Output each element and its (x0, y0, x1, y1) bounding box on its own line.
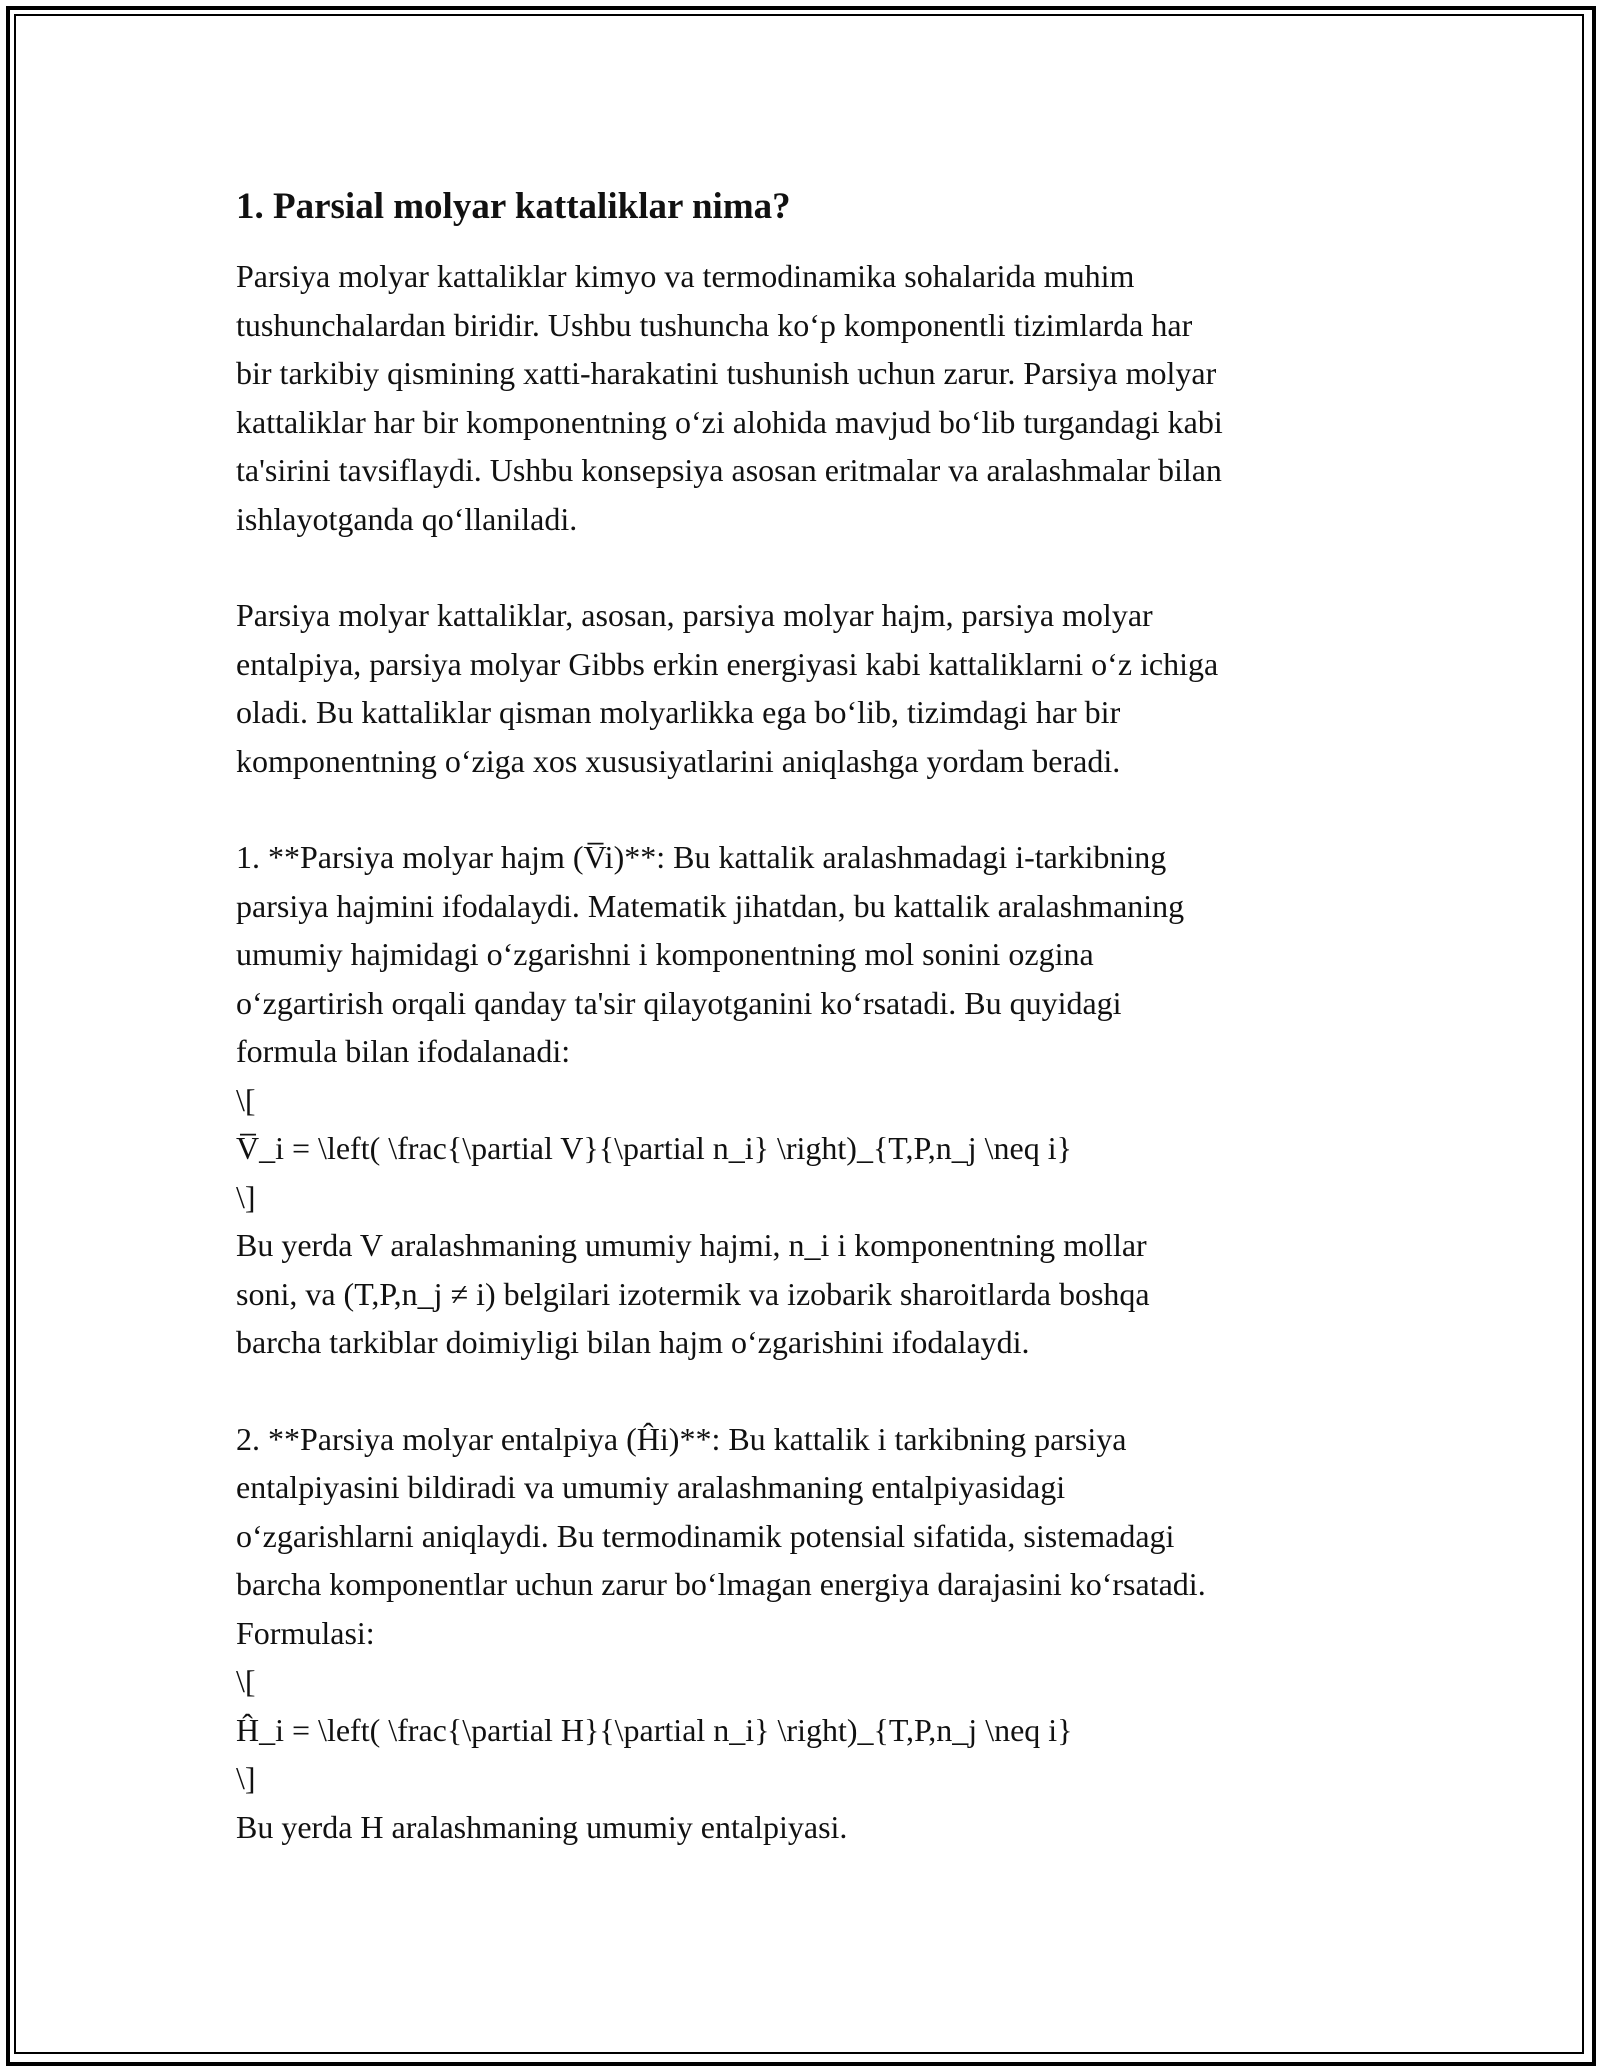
document-body (236, 182, 1386, 1851)
list-item-partial-molar-enthalpy: 2. **Parsiya molyar entalpiya (Ĥi)**: Bu kattalik i tarkibning parsiya entalpiyasini bildiradi va umumiy aralashmaning entalpiyasidagi o‘zgarishlarni aniqlaydi. Bu termodinamik potensial sifatida, sistemadagi barcha komponentlar uchun zarur bo‘lmagan energiya darajasini ko‘rsatadi. Formulasi: \[ Ĥ_i = \left( \frac{\partial H}{\partial n_i} \right)_{T,P,n_j \neq i} \] Bu yerda H aralashmaning umumiy entalpiyasi. (236, 1420, 1206, 1845)
paragraph-gap (236, 1367, 1386, 1415)
section-heading: 1. Parsial molyar kattaliklar nima? (236, 186, 791, 227)
paragraph-overview: Parsiya molyar kattaliklar, asosan, parsiya molyar hajm, parsiya molyar entalpiya, parsiya molyar Gibbs erkin energiyasi kabi kattaliklarni o‘z ichiga oladi. Bu kattaliklar qisman molyarlikka ega bo‘lib, tizimdagi har bir komponentning o‘ziga xos xususiyatlarini aniqlashga yordam beradi. (236, 597, 1219, 779)
paragraph-intro: Parsiya molyar kattaliklar kimyo va termodinamika sohalarida muhim tushunchalardan biridir. Ushbu tushuncha ko‘p komponentli tizimlarda har bir tarkibiy qismining xatti-harakatini tushunish uchun zarur. Parsiya molyar kattaliklar har bir komponentning o‘zi alohida mavjud bo‘lib turgandagi kabi ta'sirini tavsiflaydi. Ushbu konsepsiya asosan eritmalar va aralashmalar bilan ishlayotganda qo‘llaniladi. (236, 258, 1223, 537)
paragraph-gap (236, 543, 1386, 591)
list-item-partial-molar-volume: 1. **Parsiya molyar hajm (V̅i)**: Bu kattalik aralashmadagi i-tarkibning parsiya hajmini ifodalaydi. Matematik jihatdan, bu kattalik aralashmaning umumiy hajmidagi o‘zgarishni i komponentning mol sonini ozgina o‘zgartirish orqali qanday ta'sir qilayotganini ko‘rsatadi. Bu quyidagi formula bilan ifodalanadi: \[ V̅_i = \left( \frac{\partial V}{\partial n_i} \right)_{T,P,n_j \neq i} \] Bu yerda V aralashmaning umumiy hajmi, n_i i komponentning mollar soni, va (T,P,n_j ≠ i) belgilari izotermik va izobarik sharoitlarda boshqa barcha tarkiblar doimiyligi bilan hajm o‘zgarishini ifodalaydi. (236, 839, 1185, 1360)
paragraph-gap (236, 785, 1386, 833)
